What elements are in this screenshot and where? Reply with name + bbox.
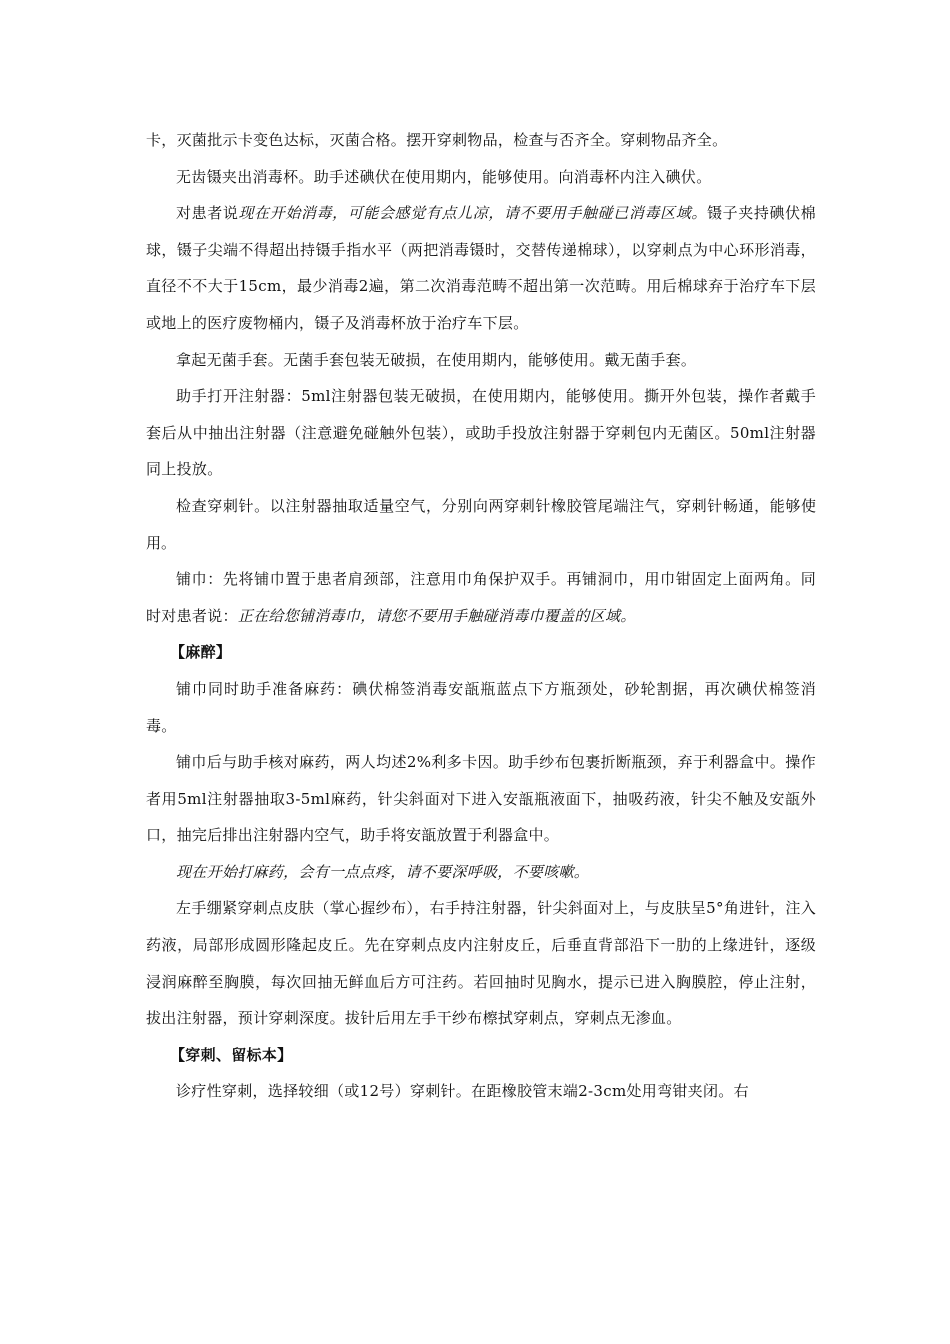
paragraph-disinfection-body: 镊子夹持碘伏棉球，镊子尖端不得超出持镊手指水平（两把消毒镊时，交替传递棉球），以穿刺点为中心环形消毒，直径不不大于15cm，最少消毒2遍，第二次消毒范畴不超出第一次范畴。用后棉球弃于治疗车下层或地上的医疗废物桶内，镊子及消毒杯放于治疗车下层。 bbox=[146, 204, 816, 332]
paragraph-puncture: 诊疗性穿刺，选择较细（或12号）穿刺针。在距橡胶管末端2-3cm处用弯钳夹闭。右 bbox=[176, 1082, 749, 1101]
paragraph-sterilization-check: 卡，灭菌批示卡变色达标，灭菌合格。摆开穿刺物品，检查与否齐全。穿刺物品齐全。 bbox=[146, 131, 728, 149]
paragraph-needle-check: 检查穿刺针。以注射器抽取适量空气，分别向两穿刺针橡胶管尾端注气，穿刺针畅通，能够使用。 bbox=[146, 496, 816, 552]
paragraph-injection: 左手绷紧穿刺点皮肤（掌心握纱布），右手持注射器，针尖斜面对上，与皮肤呈5°角进针，注入药液，局部形成圆形隆起皮丘。先在穿刺点皮内注射皮丘，后垂直背部沿下一肋的上缘进针，逐级浸润麻醉至胸膜，每次回抽无鲜血后方可注药。若回抽时见胸水，提示已进入胸膜腔，停止注射，拔出注射器，预计穿刺深度。拔针后用左手干纱布檫拭穿刺点，穿刺点无渗血。 bbox=[146, 899, 816, 1028]
patient-instruction-anesthesia: 现在开始打麻药，会有一点点疼，请不要深呼吸，不要咳嗽。 bbox=[176, 862, 590, 881]
paragraph-anesthetic-check: 铺巾后与助手核对麻药，两人均述2%利多卡因。助手纱布包裹折断瓶颈，弃于利器盒中。操作者用5ml注射器抽取3-5ml麻药，针尖斜面对下进入安瓿瓶液面下，抽吸药液，针尖不触及安瓿外口，抽完后排出注射器内空气，助手将安瓿放置于利器盒中。 bbox=[146, 753, 816, 845]
patient-instruction-draping: 正在给您铺消毒巾，请您不要用手触碰消毒巾覆盖的区域。 bbox=[237, 606, 636, 625]
paragraph-disinfection-lead: 对患者说 bbox=[176, 204, 239, 223]
section-heading-puncture: 【穿刺、留标本】 bbox=[170, 1045, 293, 1064]
paragraph-disinfection-cup: 无齿镊夹出消毒杯。助手述碘伏在使用期内，能够使用。向消毒杯内注入碘伏。 bbox=[176, 167, 712, 186]
paragraph-syringe: 助手打开注射器：5ml注射器包装无破损，在使用期内，能够使用。撕开外包装，操作者戴手套后从中抽出注射器（注意避免碰触外包装），或助手投放注射器于穿刺包内无菌区。50ml注射器同上投放。 bbox=[146, 387, 816, 479]
paragraph-gloves: 拿起无菌手套。无菌手套包装无破损，在使用期内，能够使用。戴无菌手套。 bbox=[176, 350, 697, 369]
section-heading-anesthesia: 【麻醉】 bbox=[170, 643, 232, 662]
patient-instruction-disinfection: 现在开始消毒，可能会感觉有点儿凉，请不要用手触碰已消毒区域。 bbox=[238, 204, 707, 223]
paragraph-draping-body: 铺巾：先将铺巾置于患者肩颈部，注意用巾角保护双手。再铺洞巾，用巾钳固定上面两角。同时对患者说： bbox=[146, 570, 816, 625]
paragraph-disinfection bbox=[146, 195, 816, 341]
document-body bbox=[146, 122, 816, 1110]
paragraph-anesthetic-prep: 铺巾同时助手准备麻药：碘伏棉签消毒安瓿瓶蓝点下方瓶颈处，砂轮割据，再次碘伏棉签消毒。 bbox=[146, 679, 816, 735]
paragraph-draping bbox=[146, 561, 816, 634]
